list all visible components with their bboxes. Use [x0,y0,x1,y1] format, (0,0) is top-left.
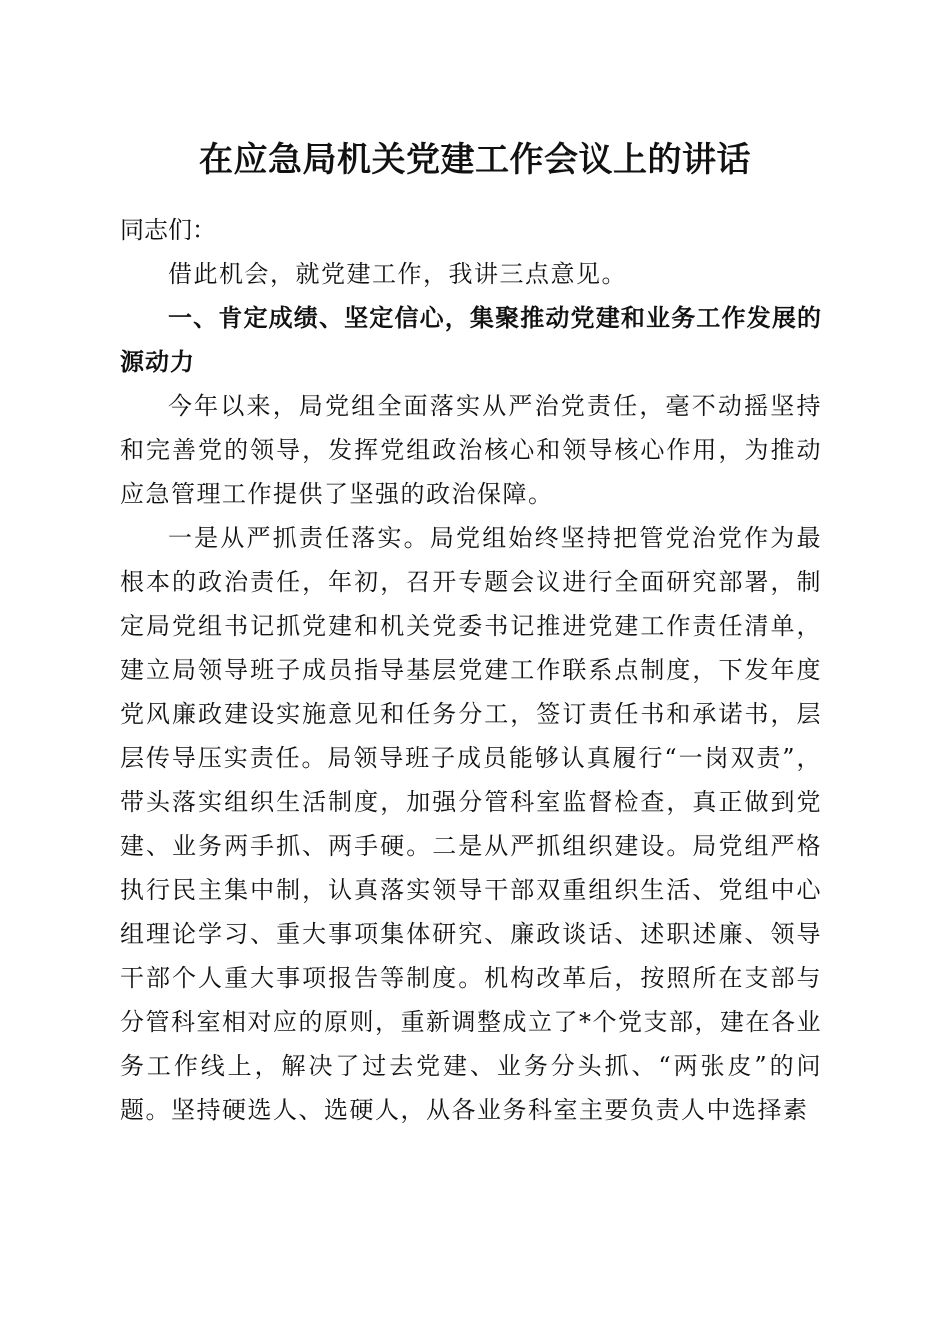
document-title: 在应急局机关党建工作会议上的讲话 [199,140,751,180]
paragraph-body-text: 局党组始终坚持把管党治党作为最根本的政治责任，年初，召开专题会议进行全面研究部署，制定局党组书记抓党建和机关党委书记推进党建工作责任清单，建立局领导班子成员指导基层党建工作联系点制度，下发年度党风廉政建设实施意见和任务分工，签订责任书和承诺书，层层传导压实责任。局领导班子成员能够认真履行“一岗双责”，带头落实组织生活制度，加强分管科室监督检查，真正做到党建、业务两手抓、两手硬。二是从严抓组织建设。局党组严格执行民主集中制，认真落实领导干部双重组织生活、党组中心组理论学习、重大事项集体研究、廉政谈话、述职述廉、领导干部个人重大事项报告等制度。机构改革后，按照所在支部与分管科室相对应的原则，重新调整成立了*个党支部，建在各业务工作线上，解决了过去党建、业务分头抓、“两张皮”的问题。坚持硬选人、选硬人，从各业务科室主要负责人中选择素 [120,524,822,1124]
section1-paragraph-2 [120,516,822,1132]
salutation: 同志们： [120,216,216,244]
intro-paragraph: 借此机会，就党建工作，我讲三点意见。 [168,260,627,288]
section1-paragraph-1: 今年以来，局党组全面落实从严治党责任，毫不动摇坚持和完善党的领导，发挥党组政治核心和领导核心作用，为推动应急管理工作提供了坚强的政治保障。 [120,392,822,508]
document-body [120,208,822,1132]
paragraph-lead-text: 一是从严抓责任落实。 [168,524,430,552]
section-heading-1: 一、肯定成绩、坚定信心，集聚推动党建和业务工作发展的源动力 [120,304,822,376]
